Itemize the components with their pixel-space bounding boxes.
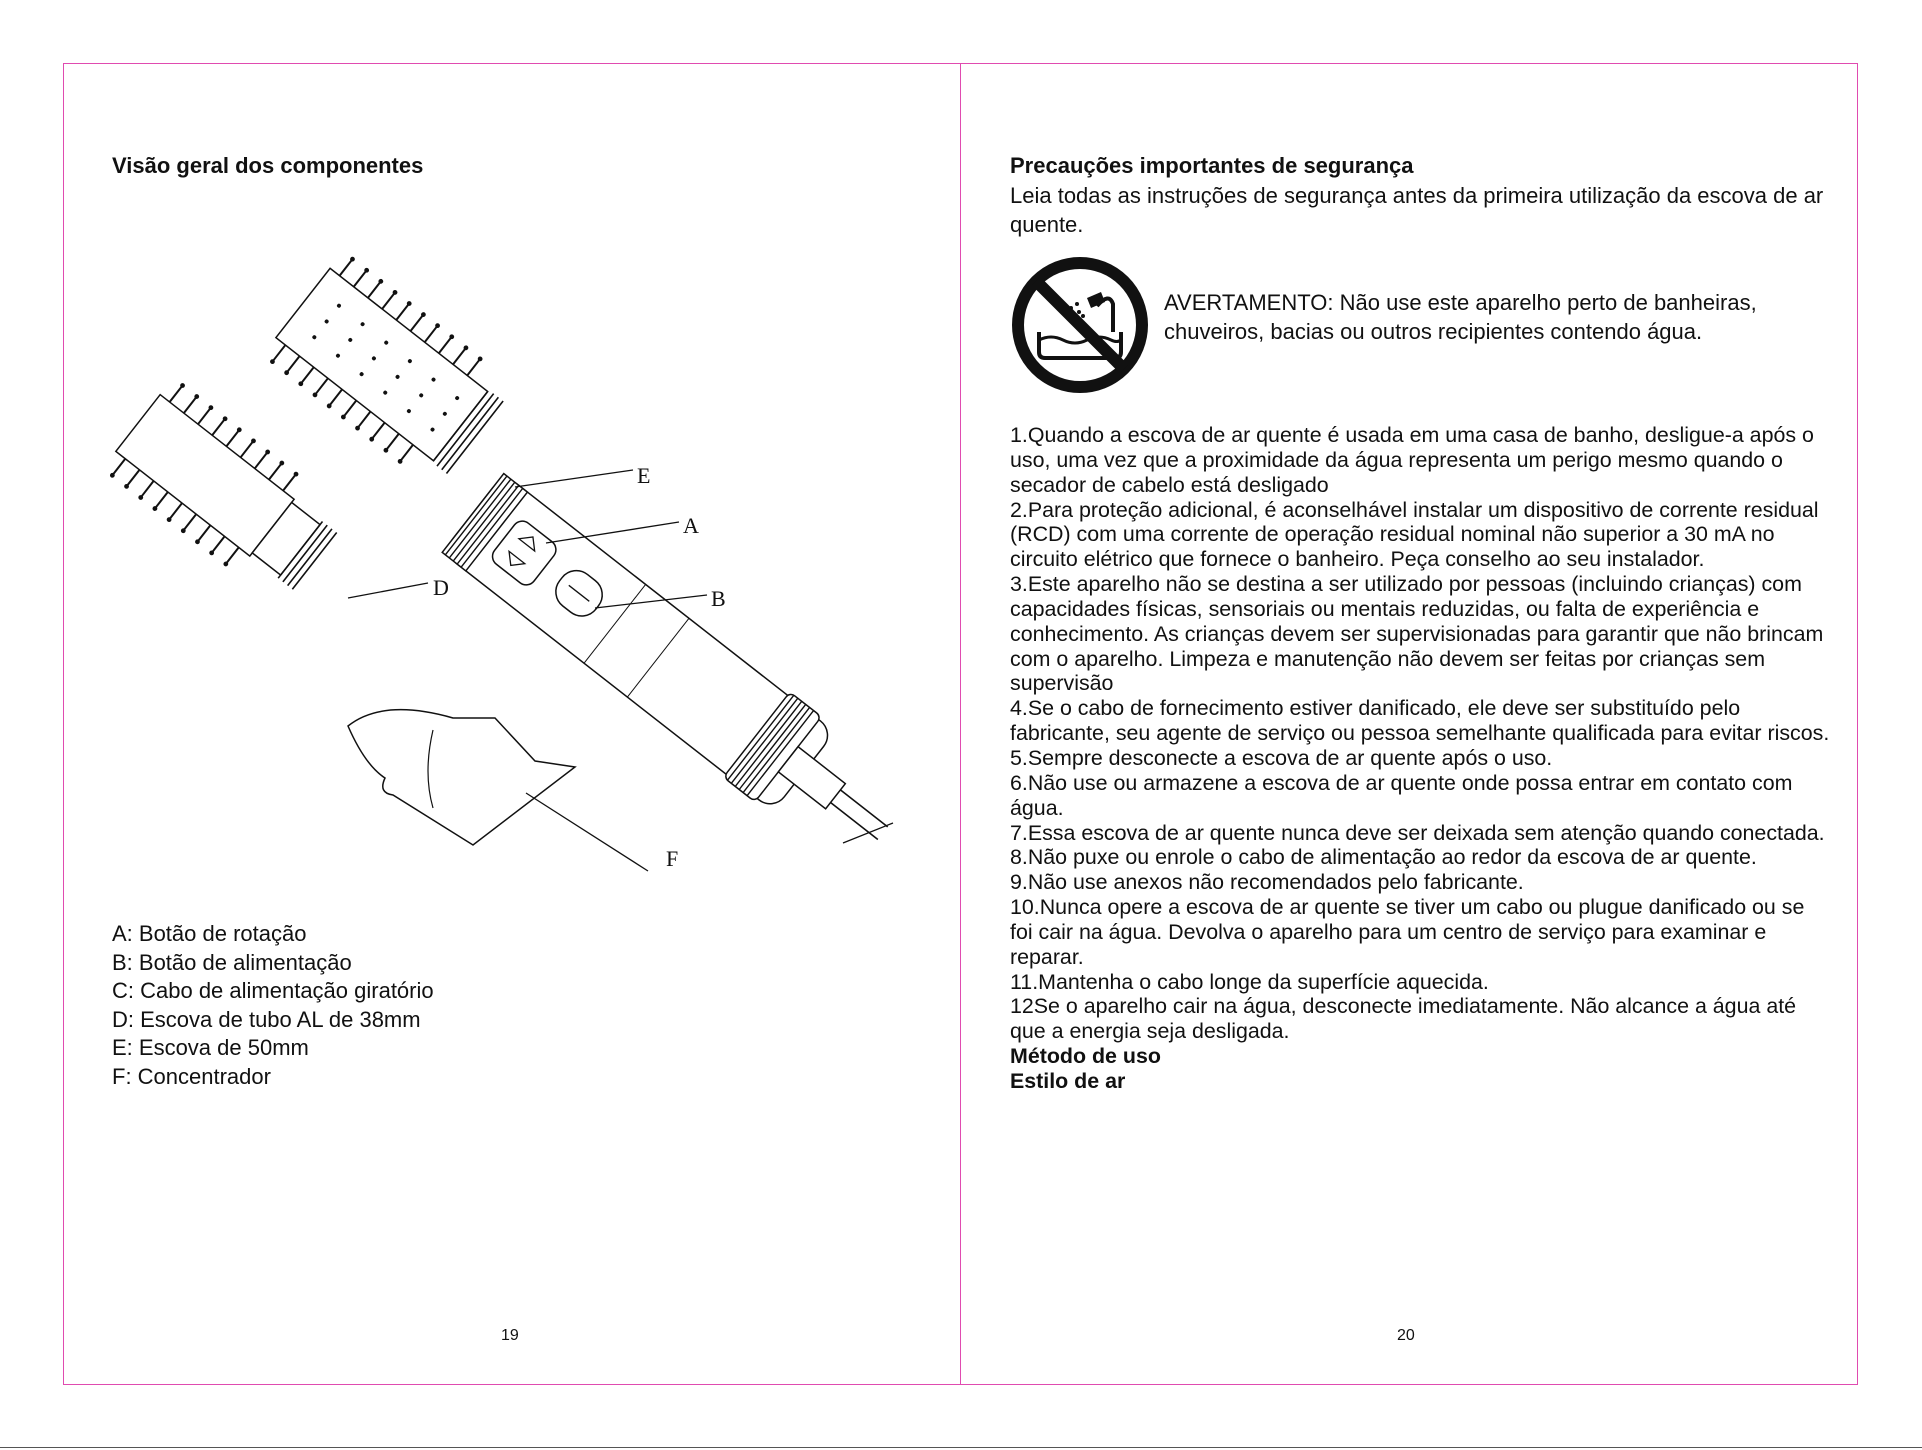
safety-rules — [1010, 423, 1830, 1094]
safety-rule: 4.Se o cabo de fornecimento estiver danificado, ele deve ser substituído pelo fabricante, seu agente de serviço ou pessoa semelhante qualificada para evitar riscos. — [1010, 696, 1830, 746]
safety-rule: 8.Não puxe ou enrole o cabo de alimentação ao redor da escova de ar quente. — [1010, 845, 1757, 870]
legend-item: D: Escova de tubo AL de 38mm — [112, 1006, 421, 1032]
right-page — [961, 63, 1858, 1385]
component-diagram — [103, 233, 963, 933]
legend-item: F: Concentrador — [112, 1063, 271, 1089]
safety-rule: 1.Quando a escova de ar quente é usada em uma casa de banho, desligue-a após o uso, uma vez que a proximidade da água representa um perigo mesmo quando o secador de cabelo está desligado — [1010, 423, 1814, 497]
callout-f: F — [666, 846, 679, 871]
page-number: 19 — [501, 1327, 519, 1344]
intro-text: Leia todas as instruções de segurança antes da primeira utilização da escova de ar quente. — [1010, 183, 1824, 237]
section-title: Precauções importantes de segurança — [1010, 153, 1414, 178]
safety-rule: 10.Nunca opere a escova de ar quente se tiver um cabo ou plugue danificado ou se foi cair na água. Devolva o aparelho para um centro de serviço para examinar e reparar. — [1010, 895, 1805, 969]
legend-item: B: Botão de alimentação — [112, 949, 352, 975]
legend-item: C: Cabo de alimentação giratório — [112, 978, 434, 1003]
brush-38mm — [103, 376, 351, 608]
legend-item: A: Botão de rotação — [112, 921, 307, 946]
safety-rule: 11.Mantenha o cabo longe da superfície aquecida. — [1010, 969, 1489, 994]
bottom-rule — [0, 1447, 1922, 1448]
safety-rule: 3.Este aparelho não se destina a ser utilizado por pessoas (incluindo crianças) com capacidades físicas, sensoriais ou mentais reduzidas, ou falta de experiência e conhecimento. As crianças devem ser supervisionadas para garantir que não brincam com o aparelho. Limpeza e manutenção não devem ser feitas por crianças sem supervisão — [1010, 572, 1824, 696]
safety-rule: 6.Não use ou armazene a escova de ar quente onde possa entrar em contato com água. — [1010, 770, 1793, 820]
safety-rule: 5.Sempre desconecte a escova de ar quente após o uso. — [1010, 745, 1553, 770]
safety-rule: 2.Para proteção adicional, é aconselhável instalar um dispositivo de corrente residual (RCD) com uma corrente de operação residual nominal não superior a 30 mA no circuito elétrico que fornece o banheiro. Peça conselho ao seu instalador. — [1010, 497, 1819, 572]
safety-rule: 9.Não use anexos não recomendados pelo fabricante. — [1010, 870, 1524, 895]
page-title: Visão geral dos componentes — [112, 153, 424, 178]
safety-rule: 7.Essa escova de ar quente nunca deve ser deixada sem atenção quando conectada. — [1010, 820, 1825, 845]
callout-e: E — [637, 463, 651, 488]
component-legend — [112, 920, 434, 1091]
concentrator-nozzle — [348, 710, 575, 845]
subheading-method: Método de uso — [1010, 1044, 1161, 1069]
page-number: 20 — [1397, 1327, 1415, 1344]
callout-a: A — [683, 513, 699, 538]
brush-50mm — [262, 250, 517, 490]
subheading-style: Estilo de ar — [1010, 1068, 1126, 1093]
legend-item: E: Escova de 50mm — [112, 1035, 309, 1060]
warning-text: AVERTAMENTO: Não use este aparelho perto de banheiras, chuveiros, bacias ou outros recipientes contendo água. — [1164, 290, 1757, 344]
safety-rule: 12Se o aparelho cair na água, desconecte imediatamente. Não alcance a água até que a energia seja desligada. — [1010, 994, 1797, 1044]
left-page — [63, 63, 960, 1385]
callout-d: D — [433, 575, 449, 600]
no-water-near-bath-icon — [1009, 254, 1151, 396]
callout-b: B — [711, 586, 726, 611]
